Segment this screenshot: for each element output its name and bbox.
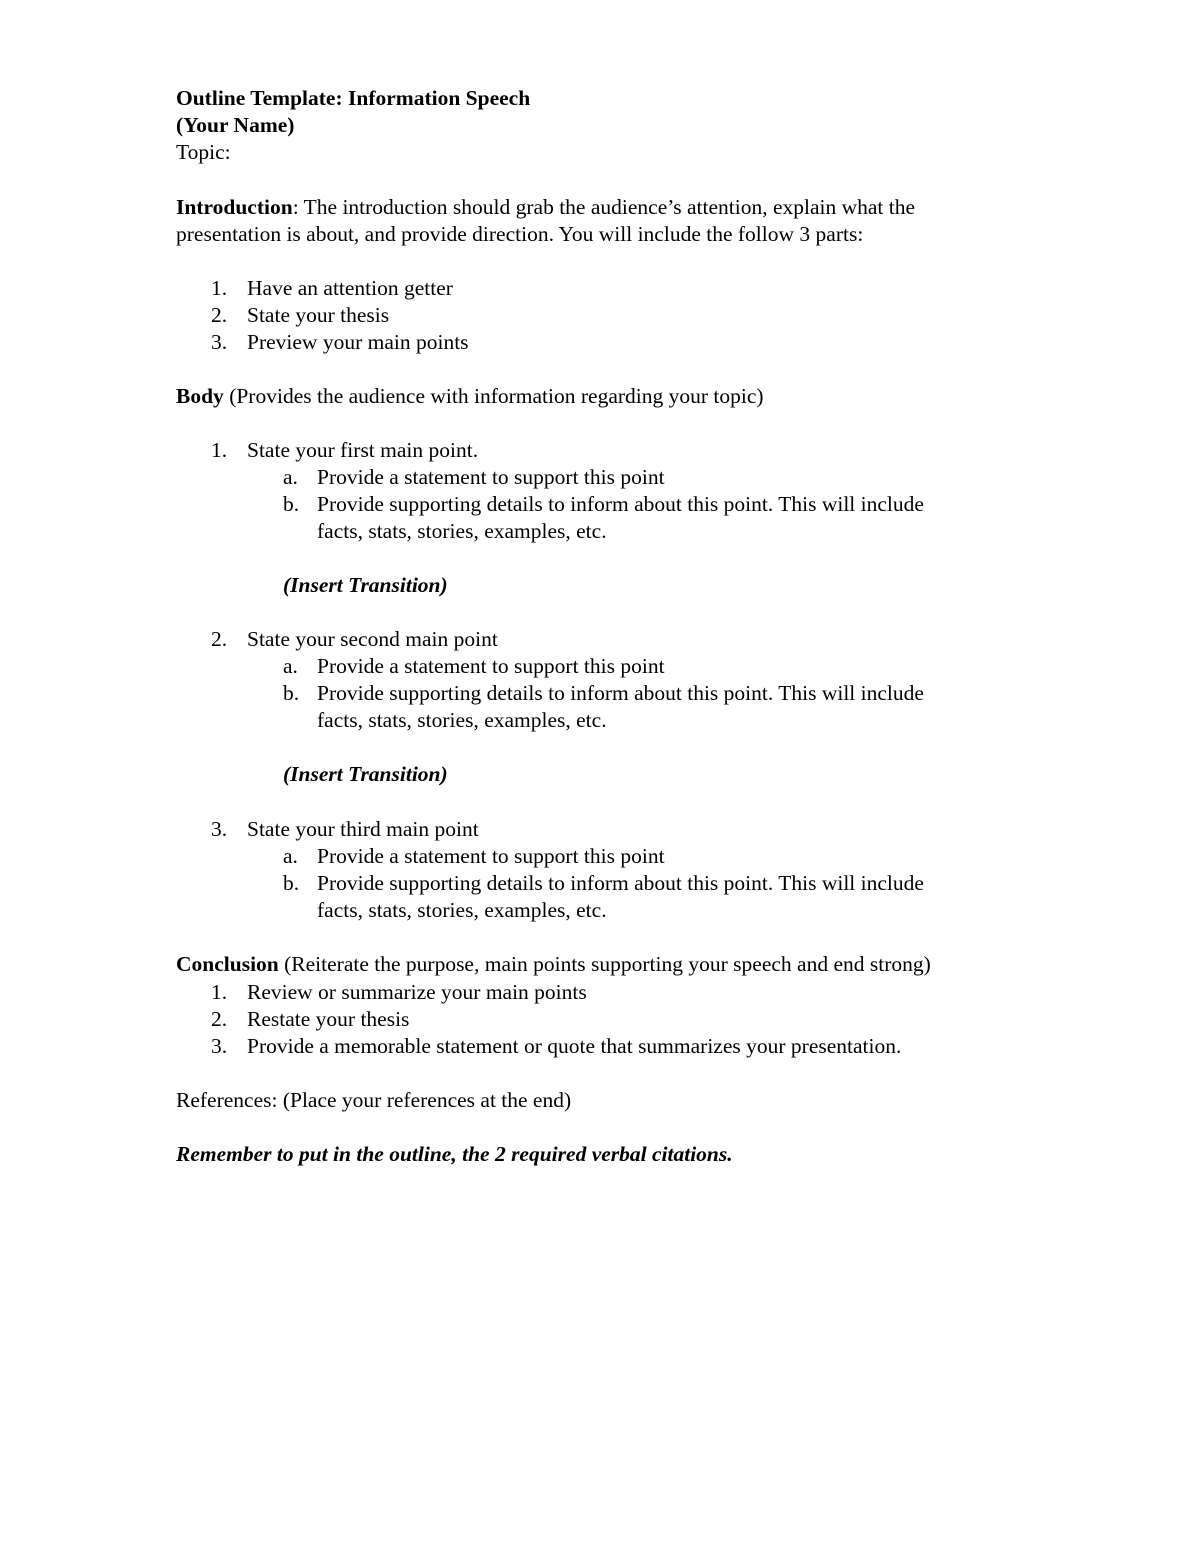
sub-point-continuation: facts, stats, stories, examples, etc. bbox=[317, 898, 607, 922]
main-point: State your third main point bbox=[247, 817, 479, 841]
intro-item: Have an attention getter bbox=[247, 276, 453, 300]
body-description: (Provides the audience with information regarding your topic) bbox=[223, 384, 764, 408]
body-paragraph bbox=[176, 383, 764, 410]
transition-placeholder: (Insert Transition) bbox=[283, 573, 448, 597]
conclusion-item: Provide a memorable statement or quote that summarizes your presentation. bbox=[247, 1034, 902, 1058]
intro-item: State your thesis bbox=[247, 303, 390, 327]
main-point-number: 3. bbox=[211, 817, 228, 841]
sub-point: Provide a statement to support this point bbox=[317, 654, 665, 678]
sub-point-label: a. bbox=[283, 465, 298, 489]
conclusion-item: Restate your thesis bbox=[247, 1007, 410, 1031]
introduction-paragraph bbox=[176, 194, 915, 221]
conclusion-description: (Reiterate the purpose, main points supporting your speech and end strong) bbox=[278, 952, 931, 976]
transition-placeholder: (Insert Transition) bbox=[283, 762, 448, 786]
document-title: Outline Template: Information Speech bbox=[176, 86, 531, 110]
sub-point-continuation: facts, stats, stories, examples, etc. bbox=[317, 519, 607, 543]
conclusion-heading: Conclusion bbox=[176, 952, 279, 976]
sub-point: Provide supporting details to inform about this point. This will include bbox=[317, 681, 924, 705]
intro-item-number: 3. bbox=[211, 330, 228, 354]
body-heading: Body bbox=[176, 384, 224, 408]
sub-point-label: b. bbox=[283, 492, 300, 516]
references-line: References: (Place your references at the end) bbox=[176, 1088, 572, 1112]
main-point: State your second main point bbox=[247, 627, 498, 651]
topic-label: Topic: bbox=[176, 140, 231, 164]
introduction-text-line2: presentation is about, and provide direction. You will include the follow 3 parts: bbox=[176, 222, 864, 246]
main-point-number: 1. bbox=[211, 438, 228, 462]
sub-point: Provide supporting details to inform about this point. This will include bbox=[317, 871, 924, 895]
intro-item: Preview your main points bbox=[247, 330, 469, 354]
conclusion-item: Review or summarize your main points bbox=[247, 980, 587, 1004]
conclusion-item-number: 2. bbox=[211, 1007, 228, 1031]
intro-item-number: 1. bbox=[211, 276, 228, 300]
main-point-number: 2. bbox=[211, 627, 228, 651]
conclusion-item-number: 1. bbox=[211, 980, 228, 1004]
sub-point: Provide supporting details to inform about this point. This will include bbox=[317, 492, 924, 516]
introduction-text-line1: : The introduction should grab the audience’s attention, explain what the bbox=[292, 195, 916, 219]
sub-point-label: a. bbox=[283, 844, 298, 868]
sub-point: Provide a statement to support this point bbox=[317, 844, 665, 868]
sub-point-label: a. bbox=[283, 654, 298, 678]
sub-point-label: b. bbox=[283, 871, 300, 895]
sub-point-continuation: facts, stats, stories, examples, etc. bbox=[317, 708, 607, 732]
conclusion-paragraph bbox=[176, 951, 931, 978]
sub-point-label: b. bbox=[283, 681, 300, 705]
intro-item-number: 2. bbox=[211, 303, 228, 327]
introduction-heading: Introduction bbox=[176, 195, 293, 219]
main-point: State your first main point. bbox=[247, 438, 479, 462]
reminder-note: Remember to put in the outline, the 2 required verbal citations. bbox=[176, 1142, 733, 1166]
author-name: (Your Name) bbox=[176, 113, 295, 137]
conclusion-item-number: 3. bbox=[211, 1034, 228, 1058]
sub-point: Provide a statement to support this point bbox=[317, 465, 665, 489]
